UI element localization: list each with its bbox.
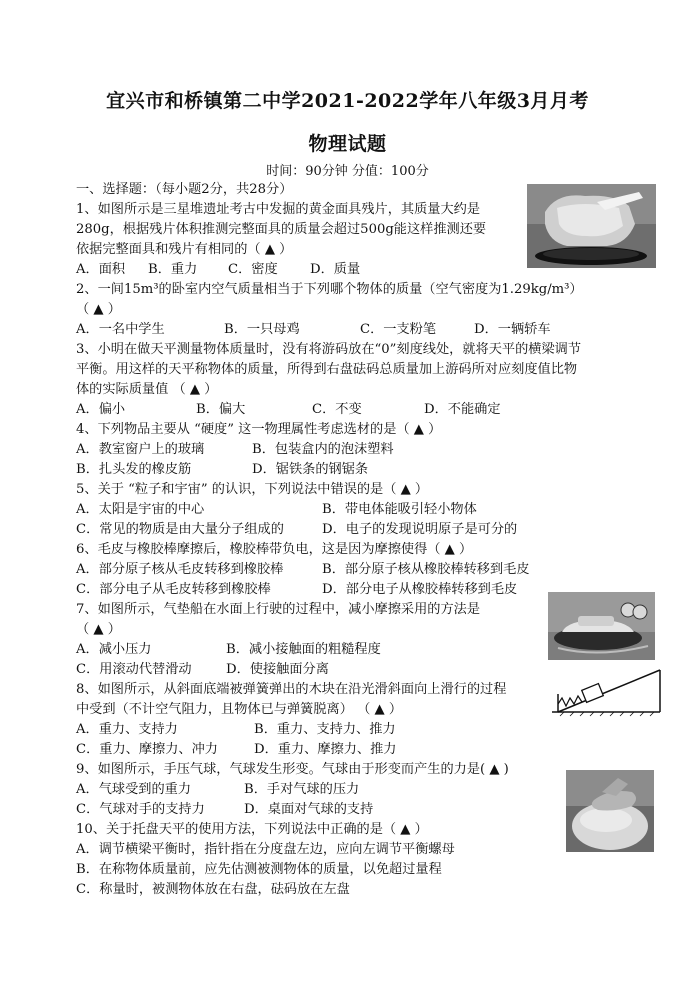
q9-option-c: C．气球对手的支持力 xyxy=(76,802,205,817)
q1-stem-line2: 280g，根据残片体积推测完整面具的质量会超过500g能这样推测还要 xyxy=(76,222,487,237)
q7-option-d: D．使接触面分离 xyxy=(226,662,329,677)
q9-option-a: A．气球受到的重力 xyxy=(76,782,192,797)
q3-option-b: B．偏大 xyxy=(196,402,246,417)
q3-stem-line1: 3、小明在做天平测量物体质量时，没有将游码放在“0”刻度线处，就将天平的横梁调节 xyxy=(76,342,582,357)
q2-option-b: B．一只母鸡 xyxy=(224,322,300,337)
hovercraft-photo xyxy=(548,592,655,660)
q10-option-a: A．调节横梁平衡时，指针指在分度盘左边，应向左调节平衡螺母 xyxy=(76,842,455,857)
q1-stem-line1: 1、如图所示是三星堆遗址考古中发掘的黄金面具残片，其质量大约是 xyxy=(76,202,481,217)
q10-stem-line1: 10、关于托盘天平的使用方法，下列说法中正确的是（ ▲ ） xyxy=(76,822,428,837)
gold-mask-photo xyxy=(527,184,656,268)
q6-option-d: D．部分电子从橡胶棒转移到毛皮 xyxy=(322,582,518,597)
q1-option-d: D．质量 xyxy=(310,262,361,277)
q7-option-c: C．用滚动代替滑动 xyxy=(76,662,192,677)
q7-option-b: B．减小接触面的粗糙程度 xyxy=(226,642,381,657)
q5-option-a: A．太阳是宇宙的中心 xyxy=(76,502,205,517)
q1-stem-line3: 依据完整面具和残片有相同的（ ▲ ） xyxy=(76,242,293,257)
exam-title: 宜兴市和桥镇第二中学2021-2022学年八年级3月月考 xyxy=(106,90,589,112)
q8-stem-line2: 中受到（不计空气阻力，且物体已与弹簧脱离） （ ▲ ） xyxy=(76,702,403,717)
q5-option-d: D．电子的发现说明原子是可分的 xyxy=(322,522,518,537)
exam-subject-title: 物理试题 xyxy=(308,133,387,155)
q6-stem-line1: 6、毛皮与橡胶棒摩擦后，橡胶棒带负电，这是因为摩擦使得（ ▲ ） xyxy=(76,542,473,557)
q5-stem-line1: 5、关于 “粒子和宇宙” 的认识，下列说法中错误的是（ ▲ ） xyxy=(76,482,429,497)
q3-option-c: C．不变 xyxy=(312,402,362,417)
balloon-hand-photo xyxy=(566,770,654,852)
q8-option-b: B．重力、支持力、推力 xyxy=(254,722,396,737)
q3-option-a: A．偏小 xyxy=(76,402,126,417)
section-heading: 一、选择题：（每小题2分，共28分） xyxy=(76,182,293,197)
q4-stem-line1: 4、下列物品主要从 “硬度” 这一物理属性考虑选材的是（ ▲ ） xyxy=(76,422,442,437)
q8-stem-line1: 8、如图所示，从斜面底端被弹簧弹出的木块在沿光滑斜面向上滑行的过程 xyxy=(76,682,507,697)
q9-stem-line1: 9、如图所示，手压气球，气球发生形变。气球由于形变而产生的力是( ▲ ) xyxy=(76,762,509,777)
q4-option-b: B．包装盒内的泡沫塑料 xyxy=(252,442,394,457)
q10-option-b: B．在称物体质量前，应先估测被测物体的质量，以免超过量程 xyxy=(76,862,442,877)
q2-option-c: C．一支粉笔 xyxy=(360,322,437,337)
q9-option-b: B．手对气球的压力 xyxy=(244,782,360,797)
q7-stem-line1: 7、如图所示，气垫船在水面上行驶的过程中，减小摩擦采用的方法是 xyxy=(76,602,481,617)
q6-option-a: A．部分原子核从毛皮转移到橡胶棒 xyxy=(76,562,284,577)
q2-stem-line2: （ ▲ ） xyxy=(76,302,121,317)
q2-option-a: A．一名中学生 xyxy=(76,322,165,337)
q6-option-b: B．部分原子核从橡胶棒转移到毛皮 xyxy=(322,562,530,577)
q3-stem-line3: 体的实际质量值 （ ▲ ） xyxy=(76,382,218,397)
q7-option-a: A．减小压力 xyxy=(76,642,152,657)
q4-option-c: B．扎头发的橡皮筋 xyxy=(76,462,192,477)
q4-option-a: A．教室窗户上的玻璃 xyxy=(76,442,205,457)
q8-option-a: A．重力、支持力 xyxy=(76,722,178,737)
incline-spring-diagram xyxy=(550,664,666,718)
q8-option-d: D．重力、摩擦力、推力 xyxy=(254,742,397,757)
q2-option-d: D．一辆轿车 xyxy=(474,322,551,337)
q1-option-a: A．面积 xyxy=(76,262,126,277)
q4-option-d: D．锯铁条的钢锯条 xyxy=(252,462,369,477)
q9-option-d: D．桌面对气球的支持 xyxy=(244,802,374,817)
q5-option-b: B．带电体能吸引轻小物体 xyxy=(322,502,477,517)
q3-stem-line2: 平衡。用这样的天平称物体的质量，所得到右盘砝码总质量加上游码所对应刻度值比物 xyxy=(76,362,578,377)
q6-option-c: C．部分电子从毛皮转移到橡胶棒 xyxy=(76,582,271,597)
q8-option-c: C．重力、摩擦力、冲力 xyxy=(76,742,218,757)
q10-option-c: C．称量时，被测物体放在右盘，砝码放在左盘 xyxy=(76,882,350,897)
exam-time-score: 时间：90分钟 分值：100分 xyxy=(266,164,429,179)
q3-option-d: D．不能确定 xyxy=(424,402,501,417)
q1-option-c: C．密度 xyxy=(228,262,278,277)
q5-option-c: C．常见的物质是由大量分子组成的 xyxy=(76,522,284,537)
q7-stem-line2: （ ▲ ） xyxy=(76,622,121,637)
q1-option-b: B．重力 xyxy=(148,262,198,277)
q2-stem-line1: 2、一间15m³的卧室内空气质量相当于下列哪个物体的质量（空气密度为1.29kg/m³） xyxy=(76,282,583,297)
